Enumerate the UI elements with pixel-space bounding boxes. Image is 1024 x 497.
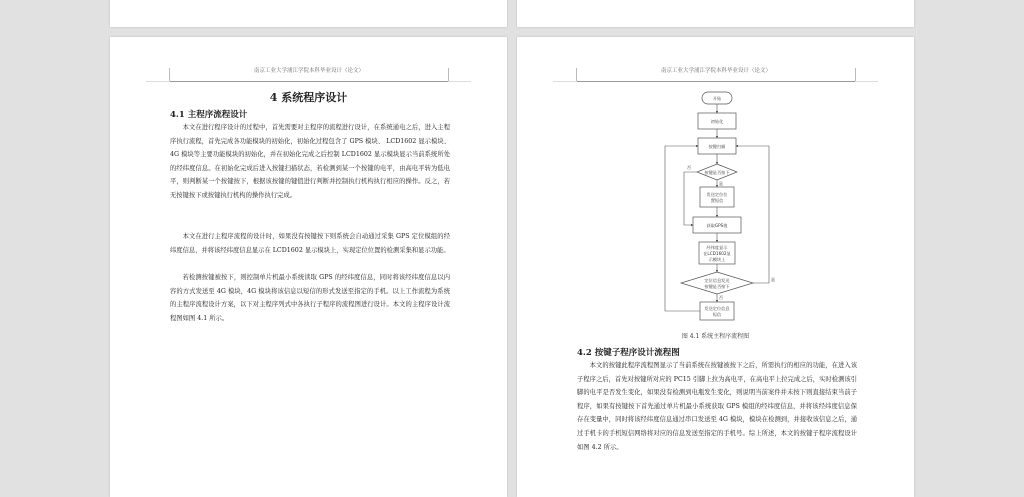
- flowchart-display-label: 经纬度显示: [706, 245, 728, 250]
- flowchart-display-label-3: 示模块上: [708, 257, 726, 262]
- body-paragraph: 本文在进行主程序流程的设计时，如果没有按键按下则系统会自动通过采集 GPS 定位模组的经纬度信息，并将该经纬度信息显示在 LCD1602 显示模块上，实现定位位置的检测采集和显示功能。: [170, 233, 450, 254]
- flowchart-send-info-label: 发送定位信息: [704, 306, 730, 311]
- crop-mark: [447, 81, 471, 82]
- crop-mark: [854, 81, 878, 82]
- figure-caption: 图 4.1 系统主程序流程图: [681, 333, 750, 340]
- flowchart-yes-label: 是: [718, 181, 724, 186]
- send-key-decision: [681, 272, 753, 294]
- flowchart-send-key-label-2: 按键是否按下: [704, 284, 730, 289]
- flowchart-figure: [657, 87, 787, 327]
- section-title: 4.2 按键子程序设计流程图: [577, 348, 680, 358]
- document-page-left: [110, 37, 507, 497]
- previous-page-left: [110, 0, 507, 27]
- send-info-sms-box: [700, 302, 734, 320]
- flowchart-send-location-label-2: 置短信: [710, 198, 724, 203]
- chapter-title: 4 系统程序设计: [269, 91, 348, 104]
- flowchart-send-location-label: 发送定位位: [706, 192, 728, 197]
- running-header: 南京工业大学浦江学院本科毕业设计（论文）: [170, 65, 448, 82]
- flowchart-yes-label: 是: [770, 277, 776, 282]
- flowchart-send-key-label: 定位信息发送: [704, 278, 730, 283]
- previous-page-right: [517, 0, 914, 27]
- flowchart-display-label-2: 在LCD1602显: [703, 251, 731, 256]
- flowchart-send-info-label-2: 短信: [712, 312, 722, 317]
- flowchart-start-label: 开始: [712, 96, 722, 101]
- flowchart-no-label: 否: [686, 165, 692, 170]
- flowchart-key-pressed-label: 按键是否按下: [704, 170, 730, 175]
- body-paragraph: 本文在进行程序设计的过程中，首先需要对主程序的流程进行设计，在系统通电之后，进入主程序执行流程，首先完成各功能模块的初始化，初始化过程包含了 GPS 模块、 LCD1602 显示模块、4G 模块等主要功能模块的初始化，并在初始化完成之后控制 LCD1602 显示模块显示当前系统所处的经纬度信息。在初始化完成后进入按键扫描状态，若检测到某一个按键的电平，由高电平转为低电平，则判断某一个按键按下，根据该按键的键值进行判断并控制执行机构执行相应的操作。反之，若无按键按下或按键执行机构的操作执行完成。: [170, 124, 450, 199]
- flowchart-get-gps-label: 获取GPS值: [706, 223, 728, 228]
- flowchart-no-label: 否: [718, 295, 724, 300]
- body-paragraph: 若检测按键被按下，则控制单片机最小系统读取 GPS 的经纬度信息，同时将该经纬度信息以内容的方式发送至 4G 模块，4G 模块将该信息以短信的形式发送至指定的手机。以上工作流程为系统的主程序流程设计方案，以下对主程序列式中各执行子程序的流程图进行设计。本文的主程序设计流程图如图 4.1 所示。: [170, 274, 450, 322]
- section-title: 4.1 主程序流程设计: [170, 110, 248, 120]
- running-header: 南京工业大学浦江学院本科毕业设计（论文）: [577, 65, 855, 82]
- flowchart-key-scan-label: 按键扫描: [708, 144, 726, 149]
- body-paragraph: 本文的按键此程序流程图显示了当前系统在按键被按下之后，所需执行的相应的功能，在进入该子程序之后，首先对按键所对应的 PC15 引脚上拉为高电平，在高电平上拉完成之后，实时检测该引脚的电平是否发生变化，如果没有检测到电瓶发生变化，则说明当前案件并未按下则直接结束当前子程序，如果有按键按下首先通过单片机最小系统获取 GPS 模组的经纬度信息，并将该经纬度信息保存在变量中，同时将该经纬度信息通过串口发送至 4G 模块，模块在检测到，并接收该信息之后，通过手机卡的手机短信网络将对应的信息发送至指定的手机号。综上所述，本文的按键子程序流程设计如图 4.2 所示。: [577, 362, 857, 451]
- crop-mark: [146, 81, 170, 82]
- send-location-sms-box: [700, 187, 734, 207]
- flowchart-init-label: 初始化: [710, 119, 724, 124]
- document-page-right: [517, 37, 914, 497]
- crop-mark: [553, 81, 577, 82]
